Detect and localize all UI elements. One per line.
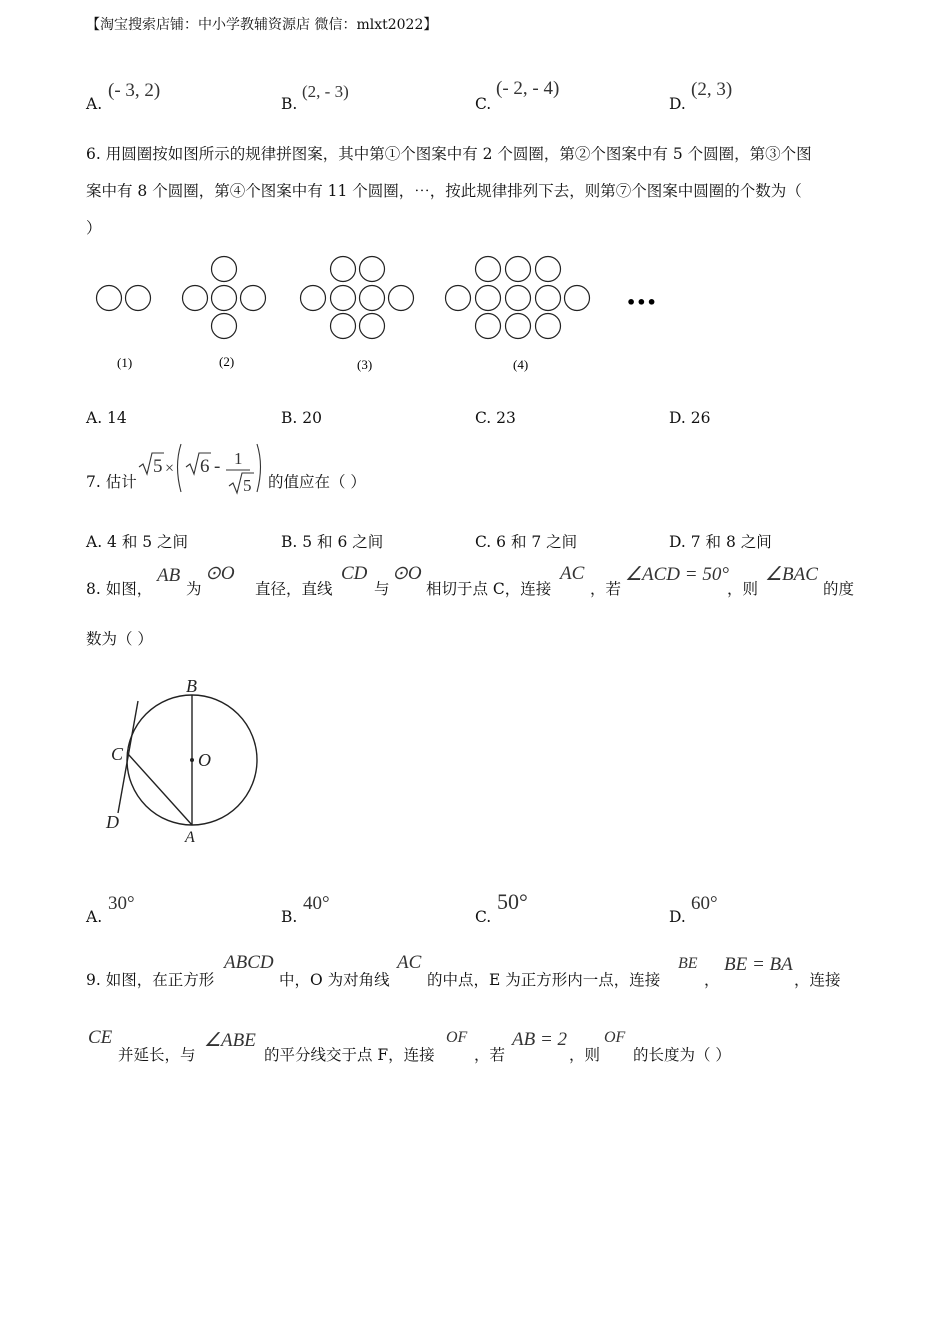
q9-of-1: OF <box>446 1029 468 1046</box>
q9-text-1: 9. 如图，在正方形 <box>86 971 215 989</box>
q8-text-1: 8. 如图， <box>86 580 153 598</box>
q8-option-c-letter[interactable]: C. <box>475 908 492 926</box>
q6-option-b[interactable]: B. 20 <box>281 409 322 427</box>
q9-text-6: 的平分线交于点 F，连接 <box>264 1046 435 1064</box>
pattern-2-circle <box>212 257 237 282</box>
q8-text-6: ，若 <box>590 580 622 598</box>
q7-option-a[interactable]: A. 4 和 5 之间 <box>86 533 189 551</box>
page-header: 【淘宝搜索店铺：中小学教辅资源店 微信：mlxt2022】 <box>86 17 438 33</box>
pattern-2-circle <box>241 286 266 311</box>
pattern-3-circle <box>301 286 326 311</box>
pattern-4-circle <box>536 314 561 339</box>
q5-option-b-letter[interactable]: B. <box>281 95 298 113</box>
q7-option-d[interactable]: D. 7 和 8 之间 <box>669 533 772 551</box>
left-paren <box>178 444 182 492</box>
q9-comma: ， <box>704 971 720 989</box>
q8-option-d-value: 60° <box>691 893 718 914</box>
q8-option-a-value: 30° <box>108 893 135 914</box>
q8-text-8: 的度 <box>823 580 855 598</box>
q7-numerator: 1 <box>234 449 243 468</box>
pattern-label-1: (1) <box>117 355 133 370</box>
q8-option-d-letter[interactable]: D. <box>669 908 686 926</box>
q8-circle-o-2: ⊙O <box>392 563 422 584</box>
q7-option-c[interactable]: C. 6 和 7 之间 <box>475 533 578 551</box>
q5-option-a-letter[interactable]: A. <box>86 95 103 113</box>
q5-option-d-value: (2, 3) <box>691 79 733 100</box>
q6-text-line-1: 6. 用圆圈按如图所示的规律拼图案，其中第①个图案中有 2 个圆圈，第②个图案中有 5 个圆圈，第③个图 <box>86 145 812 163</box>
q7-times: × <box>165 460 175 477</box>
pattern-label-2: (2) <box>219 354 235 369</box>
label-b: B <box>186 676 197 696</box>
q8-text-5: 相切于点 C，连接 <box>426 580 552 598</box>
pattern-4-circle <box>476 314 501 339</box>
pattern-ellipsis: ••• <box>626 293 657 312</box>
pattern-4-circle <box>506 257 531 282</box>
pattern-4-circle <box>506 314 531 339</box>
pattern-3-circle <box>360 286 385 311</box>
q9-text-8: ，则 <box>569 1046 601 1064</box>
q6-option-c[interactable]: C. 23 <box>475 409 516 427</box>
q9-text-2: 中，O 为对角线 <box>279 971 390 989</box>
q8-text-line-2: 数为（ ） <box>86 630 153 648</box>
q9-text-3: 的中点，E 为正方形内一点，连接 <box>427 971 661 989</box>
q9-text-9: 的长度为（ ） <box>633 1046 731 1064</box>
q8-angle-acd: ∠ACD = 50° <box>625 564 729 585</box>
q7-denominator-radicand: 5 <box>243 476 252 495</box>
q7-option-b[interactable]: B. 5 和 6 之间 <box>281 533 384 551</box>
q8-option-c-value: 50° <box>497 889 528 914</box>
chord-ac <box>128 754 192 825</box>
q5-option-c-letter[interactable]: C. <box>475 95 492 113</box>
pattern-3-circle <box>331 314 356 339</box>
q9-ce: CE <box>88 1027 113 1048</box>
pattern-2-circle <box>183 286 208 311</box>
pattern-3-circle <box>389 286 414 311</box>
pattern-3-circle <box>331 257 356 282</box>
q8-option-a-letter[interactable]: A. <box>86 908 103 926</box>
q9-be-equals-ba: BE = BA <box>724 954 793 975</box>
q7-minus: - <box>214 456 221 477</box>
q6-circle-pattern-figure <box>86 250 666 375</box>
q8-ab: AB <box>157 565 181 586</box>
q9-angle-abe: ∠ABE <box>204 1030 256 1051</box>
q7-sqrt6-radicand: 6 <box>200 456 210 477</box>
q9-text-5: 并延长，与 <box>118 1046 196 1064</box>
q7-suffix: 的值应在（ ） <box>268 473 366 491</box>
q7-sqrt5-radicand: 5 <box>153 456 163 477</box>
q7-expression <box>136 440 266 498</box>
label-d: D <box>106 812 119 832</box>
pattern-label-4: (4) <box>513 357 529 372</box>
pattern-4-circle <box>476 257 501 282</box>
center-point <box>190 758 194 762</box>
q6-text-line-2: 案中有 8 个圆圈，第④个图案中有 11 个圆圈，⋯，按此规律排列下去，则第⑦个图案中圆圈的个数为（ <box>86 182 802 200</box>
right-paren <box>257 444 261 492</box>
q8-option-b-letter[interactable]: B. <box>281 908 298 926</box>
q9-be: BE <box>678 955 698 972</box>
q5-option-a-value: (- 3, 2) <box>108 80 161 101</box>
q9-text-4: ，连接 <box>794 971 841 989</box>
q8-ac: AC <box>560 563 585 584</box>
label-c: C <box>111 744 124 764</box>
q5-option-b-value: (2, - 3) <box>302 82 349 101</box>
q8-circle-figure <box>98 672 268 852</box>
q8-text-3: 直径，直线 <box>255 580 333 598</box>
pattern-3-circle <box>360 257 385 282</box>
q9-ac: AC <box>397 952 422 973</box>
q6-option-d[interactable]: D. 26 <box>669 409 711 427</box>
pattern-4-circle <box>476 286 501 311</box>
pattern-4-circle <box>536 257 561 282</box>
q8-text-7: ，则 <box>727 580 759 598</box>
pattern-4-circle <box>446 286 471 311</box>
q8-cd: CD <box>341 563 368 584</box>
label-a: A <box>185 829 195 846</box>
q9-ab-equals-2: AB = 2 <box>512 1029 568 1050</box>
q7-prefix: 7. 估计 <box>86 473 137 491</box>
pattern-3-circle <box>331 286 356 311</box>
q5-option-c-value: (- 2, - 4) <box>496 78 560 99</box>
q8-circle-o-1: ⊙O <box>205 563 235 584</box>
q9-abcd: ABCD <box>224 952 274 973</box>
q8-text-2: 为 <box>186 580 202 598</box>
pattern-4-circle <box>565 286 590 311</box>
q8-text-4: 与 <box>374 580 390 598</box>
pattern-4-circle <box>506 286 531 311</box>
q9-text-7: ，若 <box>474 1046 506 1064</box>
q9-of-2: OF <box>604 1029 626 1046</box>
pattern-label-3: (3) <box>357 357 373 372</box>
q6-text-line-3: ） <box>86 219 102 237</box>
q6-option-a[interactable]: A. 14 <box>86 409 127 427</box>
label-o: O <box>198 750 211 770</box>
pattern-2-circle <box>212 314 237 339</box>
pattern-3-circle <box>360 314 385 339</box>
pattern-2-circle <box>212 286 237 311</box>
pattern-1-circle <box>126 286 151 311</box>
q8-angle-bac: ∠BAC <box>765 564 818 585</box>
pattern-4-circle <box>536 286 561 311</box>
q5-option-d-letter[interactable]: D. <box>669 95 686 113</box>
q8-option-b-value: 40° <box>303 893 330 914</box>
pattern-1-circle <box>97 286 122 311</box>
